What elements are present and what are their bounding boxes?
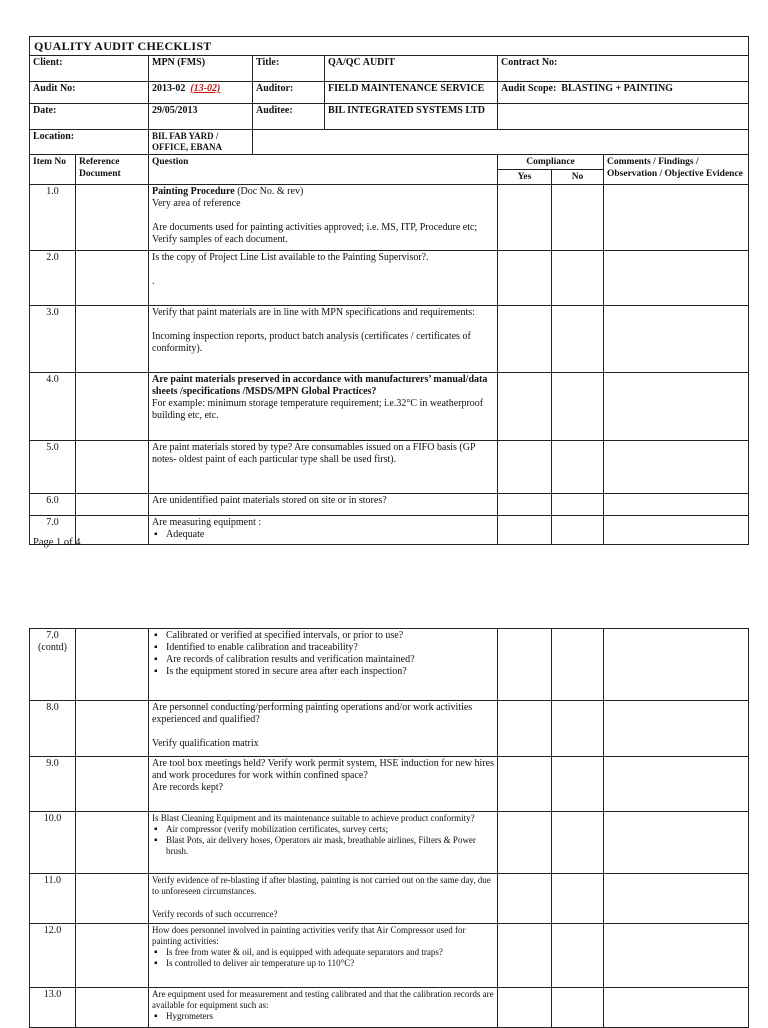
audit-scope-value: BLASTING + PAINTING: [561, 83, 673, 94]
table-row: [30, 251, 749, 306]
col-header-yes: Yes: [498, 170, 552, 185]
question-cell: [149, 516, 498, 545]
question-cell: [149, 373, 498, 441]
question-text: Are personnel conducting/performing painting operations and/or work activities experienced and qualified?: [152, 702, 473, 725]
audit-no-cell: [149, 82, 253, 104]
col-header-comments: Comments / Findings / Observation / Objective Evidence: [604, 155, 749, 185]
audit-no-red: (13-02): [190, 83, 221, 94]
checklist-table-page2: [29, 628, 749, 1028]
question-text: For example: minimum storage temperature requirement; i.e.32°C in weatherproof building etc, etc.: [152, 398, 484, 421]
bullet-item: ▪ Air compressor (verify mobilization certificates, survey certs;: [166, 824, 494, 835]
question-cell: [149, 874, 498, 924]
item-number: 5.0: [30, 441, 76, 494]
question-cell: [149, 629, 498, 701]
item-number: 4.0: [30, 373, 76, 441]
bullet-list: [152, 630, 494, 678]
question-text: Are equipment used for measurement and testing calibrated and that the calibration records are available for equipment such as:: [152, 989, 494, 1010]
auditee-value: BIL INTEGRATED SYSTEMS LTD: [325, 104, 498, 130]
item-contd: (contd): [38, 642, 67, 653]
bullet-item: ▪ Is free from water & oil, and is equipped with adequate separators and traps?: [166, 947, 494, 958]
title-value: QA/QC AUDIT: [325, 56, 498, 82]
col-header-no: No: [552, 170, 604, 185]
audit-no-label: Audit No:: [30, 82, 149, 104]
item-number: 7.0: [30, 516, 76, 545]
bullet-item: ▪ Are records of calibration results and verification maintained?: [166, 654, 494, 666]
bullet-list: [152, 824, 494, 857]
question-text: (Doc No. & rev): [234, 186, 304, 197]
bullet-list: [152, 529, 494, 541]
auditor-value: FIELD MAINTENANCE SERVICE: [325, 82, 498, 104]
auditee-label: Auditee:: [253, 104, 325, 130]
page-footer: Page 1 of 4: [33, 537, 81, 548]
col-header-reference: Reference Document: [76, 155, 149, 185]
bullet-item: ▪ Hygrometers: [166, 1011, 494, 1022]
question-text: Verify qualification matrix: [152, 738, 259, 749]
question-cell: [149, 185, 498, 251]
question-cell: [149, 701, 498, 757]
table-row: [30, 874, 749, 924]
question-text: Verify records of such occurrence?: [152, 909, 278, 919]
table-row: [30, 924, 749, 988]
contract-label: Contract No:: [498, 56, 749, 82]
item-number: 8.0: [30, 701, 76, 757]
question-cell: [149, 988, 498, 1028]
table-row: [30, 812, 749, 874]
question-text: How does personnel involved in painting activities verify that Air Compressor used for painting activities:: [152, 925, 466, 946]
bullet-list: [152, 947, 494, 969]
audit-scope-label: Audit Scope:: [501, 83, 557, 94]
question-text: Are tool box meetings held? Verify work permit system, HSE induction for new hires and work procedures for work within confined space?: [152, 758, 494, 781]
question-text: Is Blast Cleaning Equipment and its maintenance suitable to achieve product conformity?: [152, 813, 475, 823]
document-title: QUALITY AUDIT CHECKLIST: [30, 37, 749, 56]
bullet-item: ▪ Identified to enable calibration and traceability?: [166, 642, 494, 654]
col-header-item: Item No: [30, 155, 76, 185]
bullet-item: ▪ Is the equipment stored in secure area after each inspection?: [166, 666, 494, 678]
table-row: [30, 441, 749, 494]
question-cell: [149, 251, 498, 306]
col-header-compliance: Compliance: [498, 155, 604, 170]
question-cell: [149, 924, 498, 988]
table-row: [30, 185, 749, 251]
question-text: Verify evidence of re-blasting if after blasting, painting is not carried out on the same day, due to unforeseen circumstances.: [152, 875, 491, 896]
question-cell: [149, 812, 498, 874]
title-label: Title:: [253, 56, 325, 82]
item-number: 12.0: [30, 924, 76, 988]
question-text: Is the copy of Project Line List available to the Painting Supervisor?.: [152, 252, 429, 263]
bullet-item: ▪ Is controlled to deliver air temperature up to 110°C?: [166, 958, 494, 969]
question-text: Are measuring equipment :: [152, 517, 262, 528]
client-value: MPN (FMS): [149, 56, 253, 82]
date-label: Date:: [30, 104, 149, 130]
item-number: 10.0: [30, 812, 76, 874]
question-text: Verify that paint materials are in line with MPN specifications and requirements:: [152, 307, 475, 318]
date-value: 29/05/2013: [149, 104, 253, 130]
question-cell: [149, 306, 498, 373]
table-row: [30, 373, 749, 441]
item-number: 13.0: [30, 988, 76, 1028]
col-header-question: Question: [149, 155, 498, 185]
bullet-list: [152, 1011, 494, 1022]
checklist-table-page1: [29, 36, 749, 545]
item-number: 6.0: [30, 494, 76, 516]
auditor-label: Auditor:: [253, 82, 325, 104]
bullet-item: ▪ Blast Pots, air delivery hoses, Operators air mask, breathable airlines, Filters & Power brush.: [166, 835, 494, 857]
question-text: Are records kept?: [152, 782, 224, 793]
item-number: 9.0: [30, 757, 76, 812]
table-row: [30, 701, 749, 757]
item-number: 3.0: [30, 306, 76, 373]
table-row: [30, 516, 749, 545]
table-row: [30, 629, 749, 701]
table-row: [30, 757, 749, 812]
table-row: [30, 988, 749, 1028]
table-row: [30, 494, 749, 516]
item-number: 11.0: [30, 874, 76, 924]
question-text: .: [152, 276, 155, 287]
item-number: 7.0 (contd): [30, 629, 76, 701]
audit-scope-cell: [498, 82, 749, 104]
blank-cell: [498, 104, 749, 130]
question-text: Are unidentified paint materials stored on site or in stores?: [149, 494, 498, 516]
question-bold: Painting Procedure: [152, 186, 235, 197]
location-label: Location:: [30, 130, 149, 155]
question-cell: [149, 757, 498, 812]
question-bold: Are paint materials preserved in accordance with manufacturers’ manual/data sheets /specifications /MSDS/MPN Global Practices?: [152, 374, 488, 397]
table-row: [30, 306, 749, 373]
question-text: Very area of reference: [152, 198, 241, 209]
bullet-item: ▪ Adequate: [166, 529, 494, 541]
item-number: 1.0: [30, 185, 76, 251]
item-number: 2.0: [30, 251, 76, 306]
question-text: Are paint materials stored by type? Are consumables issued on a FIFO basis (GP notes- oldest paint of each particular type shall be used first).: [149, 441, 498, 494]
question-text: Are documents used for painting activities approved; i.e. MS, ITP, Procedure etc; Verify samples of each document.: [152, 222, 478, 245]
client-label: Client:: [30, 56, 149, 82]
bullet-item: ▪ Calibrated or verified at specified intervals, or prior to use?: [166, 630, 494, 642]
question-text: Incoming inspection reports, product batch analysis (certificates / certificates of conformity).: [152, 331, 471, 354]
audit-no-value: 2013-02: [152, 83, 186, 94]
location-value: BIL FAB YARD / OFFICE, EBANA: [149, 130, 253, 155]
blank-cell: [253, 130, 749, 155]
